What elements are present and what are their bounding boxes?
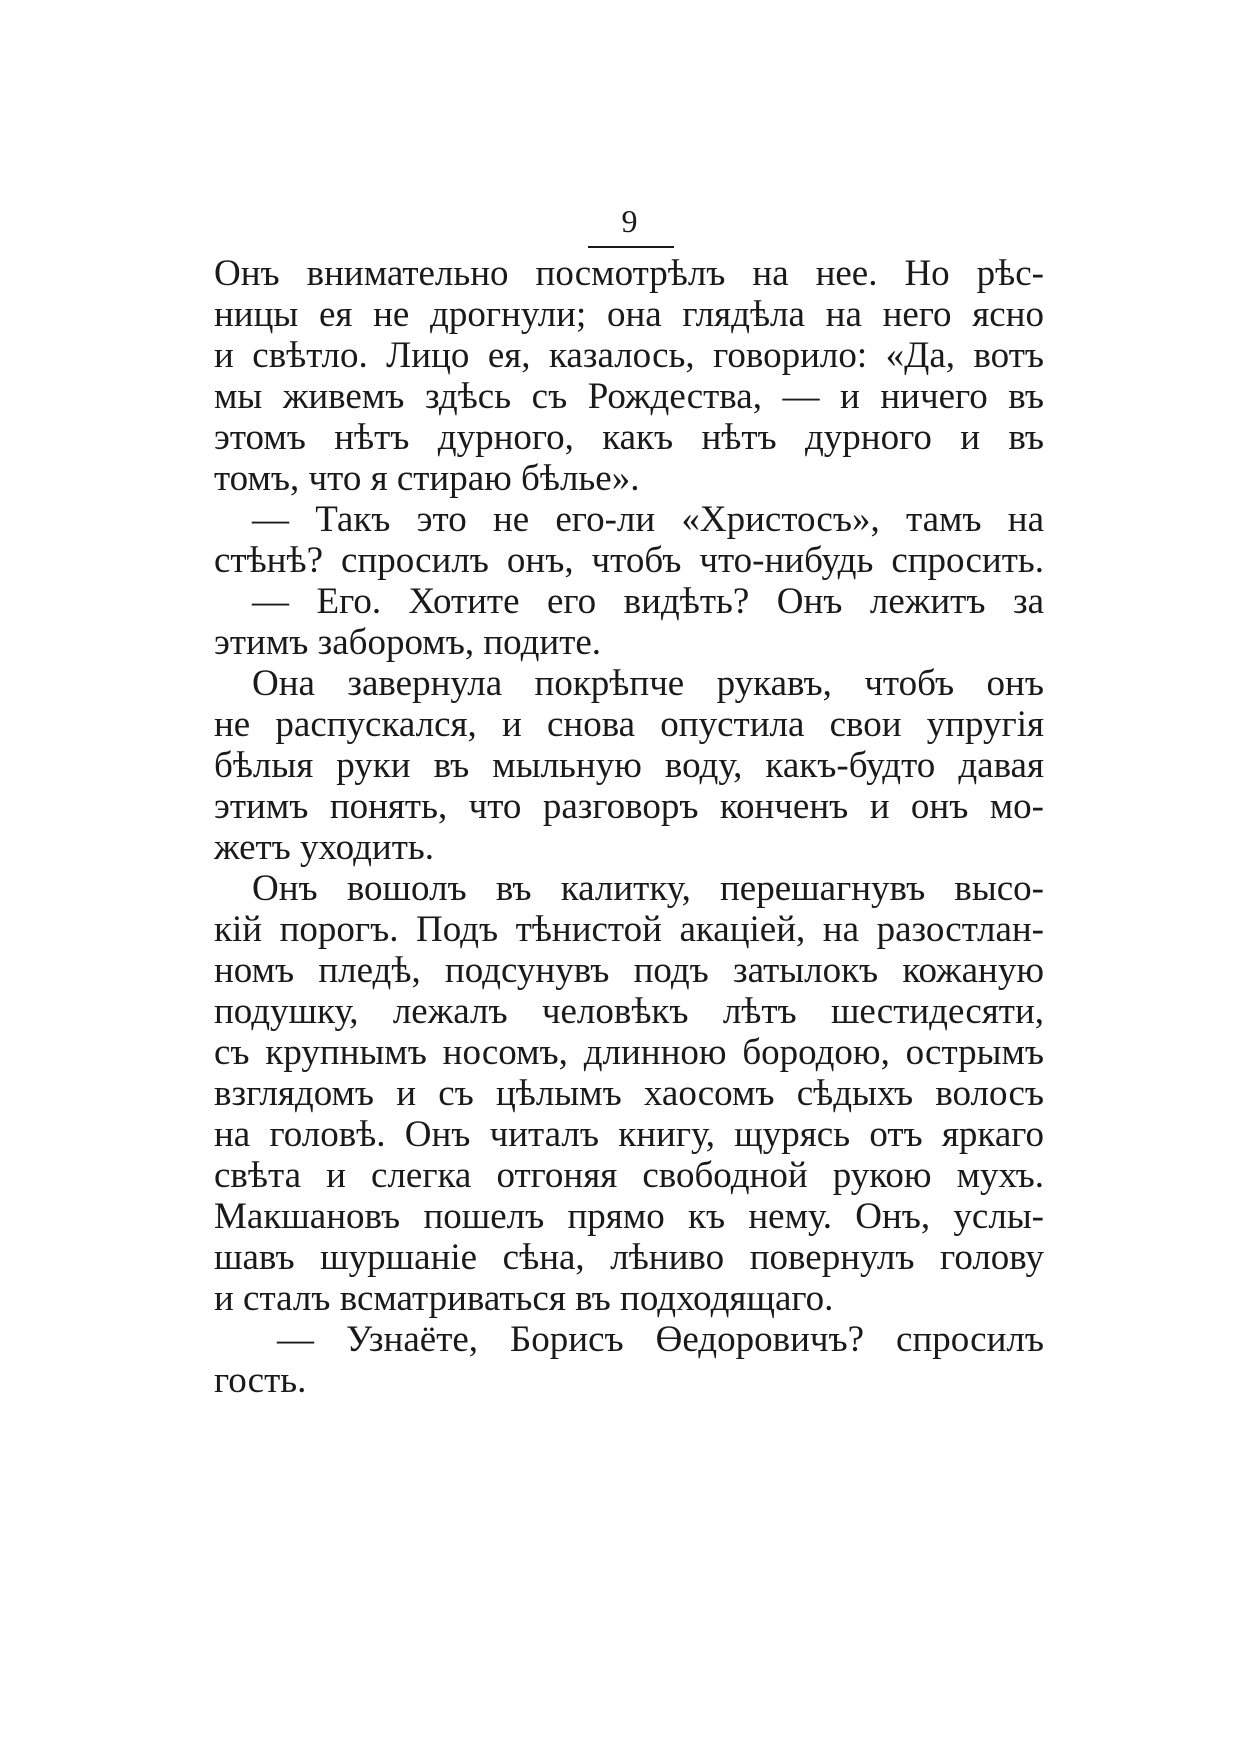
- text-line: томъ, что я стираю бѣлье».: [214, 458, 640, 499]
- text-line: шавъ шуршаніе сѣна, лѣниво повернулъ голову: [214, 1237, 1044, 1278]
- text-line: на головѣ. Онъ читалъ книгу, щурясь отъ яркаго: [214, 1114, 1044, 1155]
- text-line: Онъ внимательно посмотрѣлъ на нее. Но рѣс-: [214, 253, 1044, 294]
- text-line: этимъ заборомъ, подите.: [214, 622, 602, 663]
- text-line: жетъ уходить.: [214, 827, 434, 868]
- text-line: не распускался, и снова опустила свои упругія: [214, 704, 1044, 745]
- text-line: ницы ея не дрогнули; она глядѣла на него ясно: [214, 294, 1044, 335]
- text-line: съ крупнымъ носомъ, длинною бородою, острымъ: [214, 1032, 1044, 1073]
- text-line: номъ пледѣ, подсунувъ подъ затылокъ кожаную: [214, 950, 1044, 991]
- text-line: — Его. Хотите его видѣть? Онъ лежитъ за: [252, 581, 1044, 622]
- text-line: Макшановъ пошелъ прямо къ нему. Онъ, услы-: [214, 1196, 1044, 1237]
- page-number: 9: [621, 203, 638, 239]
- text-line: этомъ нѣтъ дурного, какъ нѣтъ дурного и въ: [214, 417, 1044, 458]
- text-line: подушку, лежалъ человѣкъ лѣтъ шестидесяти,: [214, 991, 1044, 1032]
- text-line: — Узнаёте, Борисъ Өедоровичъ? спросилъ: [277, 1319, 1044, 1360]
- text-line: этимъ понять, что разговоръ конченъ и онъ мо-: [214, 786, 1044, 827]
- text-line: мы живемъ здѣсь съ Рождества, — и ничего въ: [214, 376, 1044, 417]
- text-line: свѣта и слегка отгоняя свободной рукою мухъ.: [214, 1155, 1044, 1196]
- text-line: Она завернула покрѣпче рукавъ, чтобъ онъ: [252, 663, 1044, 704]
- text-line: — Такъ это не его-ли «Христосъ», тамъ на: [252, 499, 1044, 540]
- text-line: Онъ вошолъ въ калитку, перешагнувъ высо-: [252, 868, 1044, 909]
- page-number-rule: [588, 246, 674, 248]
- text-line: и сталъ всматриваться въ подходящаго.: [214, 1278, 834, 1319]
- text-line: бѣлыя руки въ мыльную воду, какъ-будто давая: [214, 745, 1044, 786]
- text-line: и свѣтло. Лицо ея, казалось, говорило: «Да, вотъ: [214, 335, 1044, 376]
- text-line: взглядомъ и съ цѣлымъ хаосомъ сѣдыхъ волосъ: [214, 1073, 1044, 1114]
- text-line: кій порогъ. Подъ тѣнистой акаціей, на разостлан-: [214, 909, 1044, 950]
- text-line: гость.: [214, 1360, 307, 1401]
- text-line: стѣнѣ? спросилъ онъ, чтобъ что-нибудь спросить.: [214, 540, 1044, 581]
